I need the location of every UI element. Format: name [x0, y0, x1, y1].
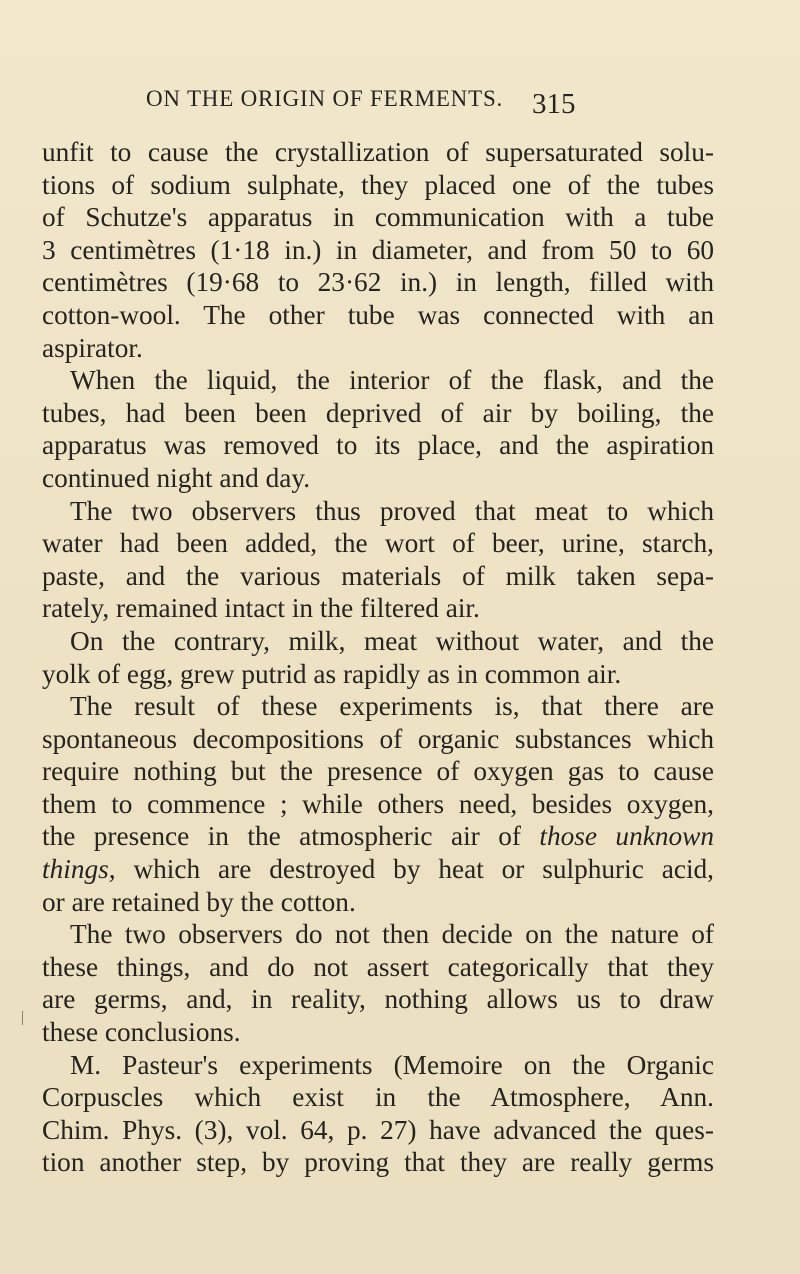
- text-line: [42, 820, 714, 853]
- italic-phrase: those unknown: [539, 821, 714, 852]
- text-line: Corpuscles which exist in the Atmosphere, Ann.: [42, 1082, 714, 1113]
- text-line: unfit to cause the crystallization of supersaturated solu-: [42, 137, 714, 167]
- margin-mark: [22, 1011, 23, 1025]
- italic-phrase: things,: [42, 854, 116, 885]
- text-line: The two observers thus proved that meat to which: [70, 495, 714, 526]
- text-line: The two observers do not then decide on the nature of: [70, 919, 714, 950]
- text-line: When the liquid, the interior of the flask, and the: [70, 365, 714, 396]
- text-line: these conclusions.: [42, 1017, 241, 1048]
- text-line: centimètres (19·68 to 23·62 in.) in length, filled with: [42, 267, 714, 298]
- text-line: of Schutze's apparatus in communication with a tube: [42, 202, 714, 233]
- text-line: them to commence ; while others need, besides oxygen,: [42, 788, 714, 819]
- text-line: continued night and day.: [42, 462, 311, 493]
- page-number: 315: [532, 88, 576, 120]
- text-line: require nothing but the presence of oxygen gas to cause: [42, 756, 714, 787]
- text-line: 3 centimètres (1·18 in.) in diameter, and from 50 to 60: [42, 234, 714, 265]
- text-line: apparatus was removed to its place, and the aspiration: [42, 430, 714, 461]
- text-line: are germs, and, in reality, nothing allows us to draw: [42, 984, 714, 1015]
- body-text: [42, 136, 714, 1179]
- text-line: Chim. Phys. (3), vol. 64, p. 27) have advanced the ques-: [42, 1114, 714, 1145]
- text-line: On the contrary, milk, meat without water, and the: [70, 625, 714, 656]
- text-line: these things, and do not assert categorically that they: [42, 951, 714, 982]
- text-line: yolk of egg, grew putrid as rapidly as in common air.: [42, 658, 622, 689]
- running-title: ON THE ORIGIN OF FERMENTS.: [146, 86, 504, 111]
- text-line: tion another step, by proving that they are really germs: [42, 1147, 714, 1178]
- text-line: or are retained by the cotton.: [42, 886, 356, 917]
- text-line: cotton-wool. The other tube was connected with an: [42, 299, 714, 330]
- text-line: aspirator.: [42, 332, 143, 363]
- text-line: The result of these experiments is, that there are: [70, 691, 714, 722]
- text-line: water had been added, the wort of beer, urine, starch,: [42, 528, 714, 559]
- text-line: spontaneous decompositions of organic substances which: [42, 723, 714, 754]
- running-header: [110, 86, 800, 126]
- text-segment: which are destroyed by heat or sulphuric acid,: [133, 854, 714, 885]
- text-segment: the presence in the atmospheric air of: [42, 821, 521, 852]
- text-line: tubes, had been been deprived of air by boiling, the: [42, 397, 714, 428]
- text-line: paste, and the various materials of milk taken sepa-: [42, 560, 714, 591]
- text-line: tions of sodium sulphate, they placed one of the tubes: [42, 169, 714, 200]
- text-line: [42, 853, 714, 886]
- text-line: M. Pasteur's experiments (Memoire on the Organic: [70, 1049, 714, 1080]
- text-line: rately, remained intact in the filtered air.: [42, 593, 480, 624]
